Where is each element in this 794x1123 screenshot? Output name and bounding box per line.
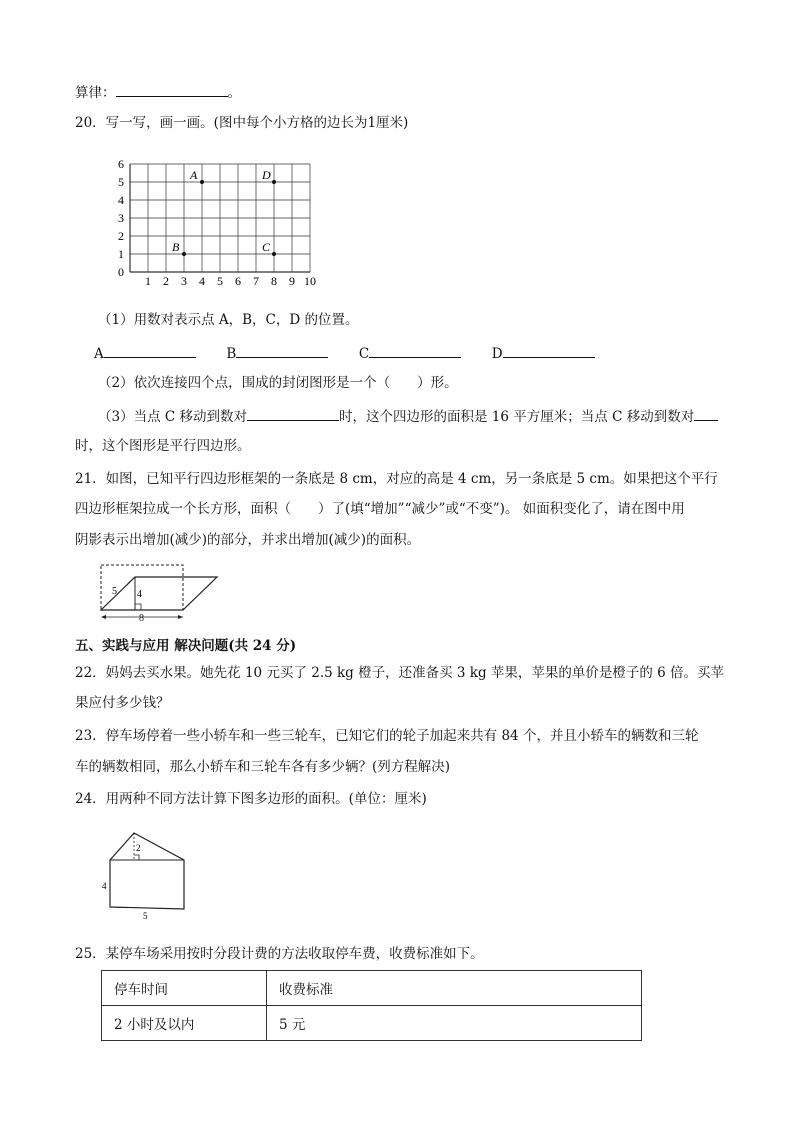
point-label: B xyxy=(172,240,180,254)
q20-part3-end: 时，这个图形是平行四边形。 xyxy=(75,438,251,454)
point-dot xyxy=(272,180,276,184)
x-tick-label: 5 xyxy=(217,274,223,288)
height-label: 4 xyxy=(137,589,142,600)
q23-line2: 车的辆数相同，那么小轿车和三轮车各有多少辆？(列方程解决) xyxy=(75,759,451,775)
q22-line2: 果应付多少钱？ xyxy=(75,695,170,711)
q20-answers-row xyxy=(94,344,595,363)
y-tick-label: 4 xyxy=(118,193,124,207)
q21-line3: 阴影表示出增加(减少)的部分，并求出增加(减少)的面积。 xyxy=(75,532,421,548)
arrow-right-icon xyxy=(178,615,183,619)
x-tick-label: 8 xyxy=(271,274,277,288)
y-tick-label: 1 xyxy=(118,247,124,261)
point-label: C xyxy=(262,240,271,254)
parallelogram-figure xyxy=(95,563,225,625)
y-tick-label: 3 xyxy=(118,211,124,225)
answer-blank-d[interactable] xyxy=(503,344,595,358)
top-height-label: 2 xyxy=(136,843,141,853)
point-label: A xyxy=(190,168,198,182)
answer-blank-b[interactable] xyxy=(236,344,328,358)
q21-line2: 四边形框架拉成一个长方形，面积（ ）了(填“增加”“减少”或“不变”)。 如面积变化了，请在图中用 xyxy=(75,501,685,517)
q20-part3-a: （3）当点 C 移动到数对 xyxy=(98,409,248,425)
table-header-row xyxy=(102,971,642,1006)
table-header-cell: 收费标准 xyxy=(267,971,642,1006)
right-angle-mark xyxy=(134,855,139,860)
q19-answer-line xyxy=(75,83,241,102)
point-dot xyxy=(200,180,204,184)
q20-part3 xyxy=(98,407,718,426)
x-tick-label: 10 xyxy=(304,274,316,288)
right-angle-mark xyxy=(135,604,141,610)
y-tick-label: 6 xyxy=(118,157,124,171)
parallelogram-frame xyxy=(101,577,217,610)
base-label: 8 xyxy=(139,613,144,624)
table-header-cell: 停车时间 xyxy=(102,971,267,1006)
x-tick-label: 6 xyxy=(235,274,241,288)
bottom-label: 5 xyxy=(143,911,148,921)
section-heading: 五、实践与应用 解决问题(共 24 分) xyxy=(75,638,297,654)
answer-blank[interactable] xyxy=(116,83,228,97)
coordinate-grid-figure xyxy=(108,157,316,288)
x-tick-label: 7 xyxy=(253,274,259,288)
point-dot xyxy=(182,252,186,256)
label-d: D xyxy=(491,346,503,362)
x-tick-label: 9 xyxy=(289,274,295,288)
point-dot xyxy=(272,252,276,256)
left-side-label: 4 xyxy=(102,881,107,891)
q22-line1: 22．妈妈去买水果。她先花 10 元买了 2.5 kg 橙子，还准备买 3 kg 苹果，苹果的单价是橙子的 6 倍。买苹 xyxy=(75,665,725,681)
x-tick-label: 4 xyxy=(199,274,205,288)
side-label: 5 xyxy=(112,586,117,597)
polygon-figure xyxy=(100,830,190,920)
q20-part2: （2）依次连接四个点，围成的封闭图形是一个（ ）形。 xyxy=(98,375,458,391)
q19-end: 。 xyxy=(227,85,241,101)
q20-part1: （1）用数对表示点 A，B，C，D 的位置。 xyxy=(98,312,359,328)
y-tick-label: 0 xyxy=(118,265,124,279)
label-b: B xyxy=(226,346,237,362)
y-tick-label: 2 xyxy=(118,229,124,243)
table-cell: 2 小时及以内 xyxy=(102,1006,267,1041)
y-tick-label: 5 xyxy=(118,175,124,189)
point-label: D xyxy=(262,168,271,182)
label-a: A xyxy=(94,346,104,362)
fee-table xyxy=(101,970,642,1041)
x-tick-label: 2 xyxy=(163,274,169,288)
answer-blank-c-parallelogram[interactable] xyxy=(694,407,718,421)
q19-label: 算律： xyxy=(75,85,116,101)
q20-part3-b: 时，这个四边形的面积是 16 平方厘米；当点 C 移动到数对 xyxy=(339,409,695,425)
q21-line1: 21．如图，已知平行四边形框架的一条底是 8 cm，对应的高是 4 cm，另一条底是 5 cm。如果把这个平行 xyxy=(75,471,718,487)
q25-line1: 25．某停车场采用按时分段计费的方法收取停车费，收费标准如下。 xyxy=(75,946,484,962)
label-c: C xyxy=(358,346,370,362)
table-row xyxy=(102,1006,642,1041)
polygon-shape xyxy=(110,833,184,909)
answer-blank-a[interactable] xyxy=(104,344,196,358)
x-tick-label: 1 xyxy=(145,274,151,288)
answer-blank-c-area[interactable] xyxy=(247,407,339,421)
q24-line1: 24．用两种不同方法计算下图多边形的面积。(单位：厘米) xyxy=(75,791,427,807)
q23-line1: 23．停车场停着一些小轿车和一些三轮车，已知它们的轮子加起来共有 84 个，并且小轿车的辆数和三轮 xyxy=(75,728,699,744)
arrow-left-icon xyxy=(101,615,106,619)
table-cell: 5 元 xyxy=(267,1006,642,1041)
q20-title: 20．写一写，画一画。(图中每个小方格的边长为1厘米) xyxy=(75,115,409,131)
answer-blank-c[interactable] xyxy=(369,344,461,358)
x-tick-label: 3 xyxy=(181,274,187,288)
